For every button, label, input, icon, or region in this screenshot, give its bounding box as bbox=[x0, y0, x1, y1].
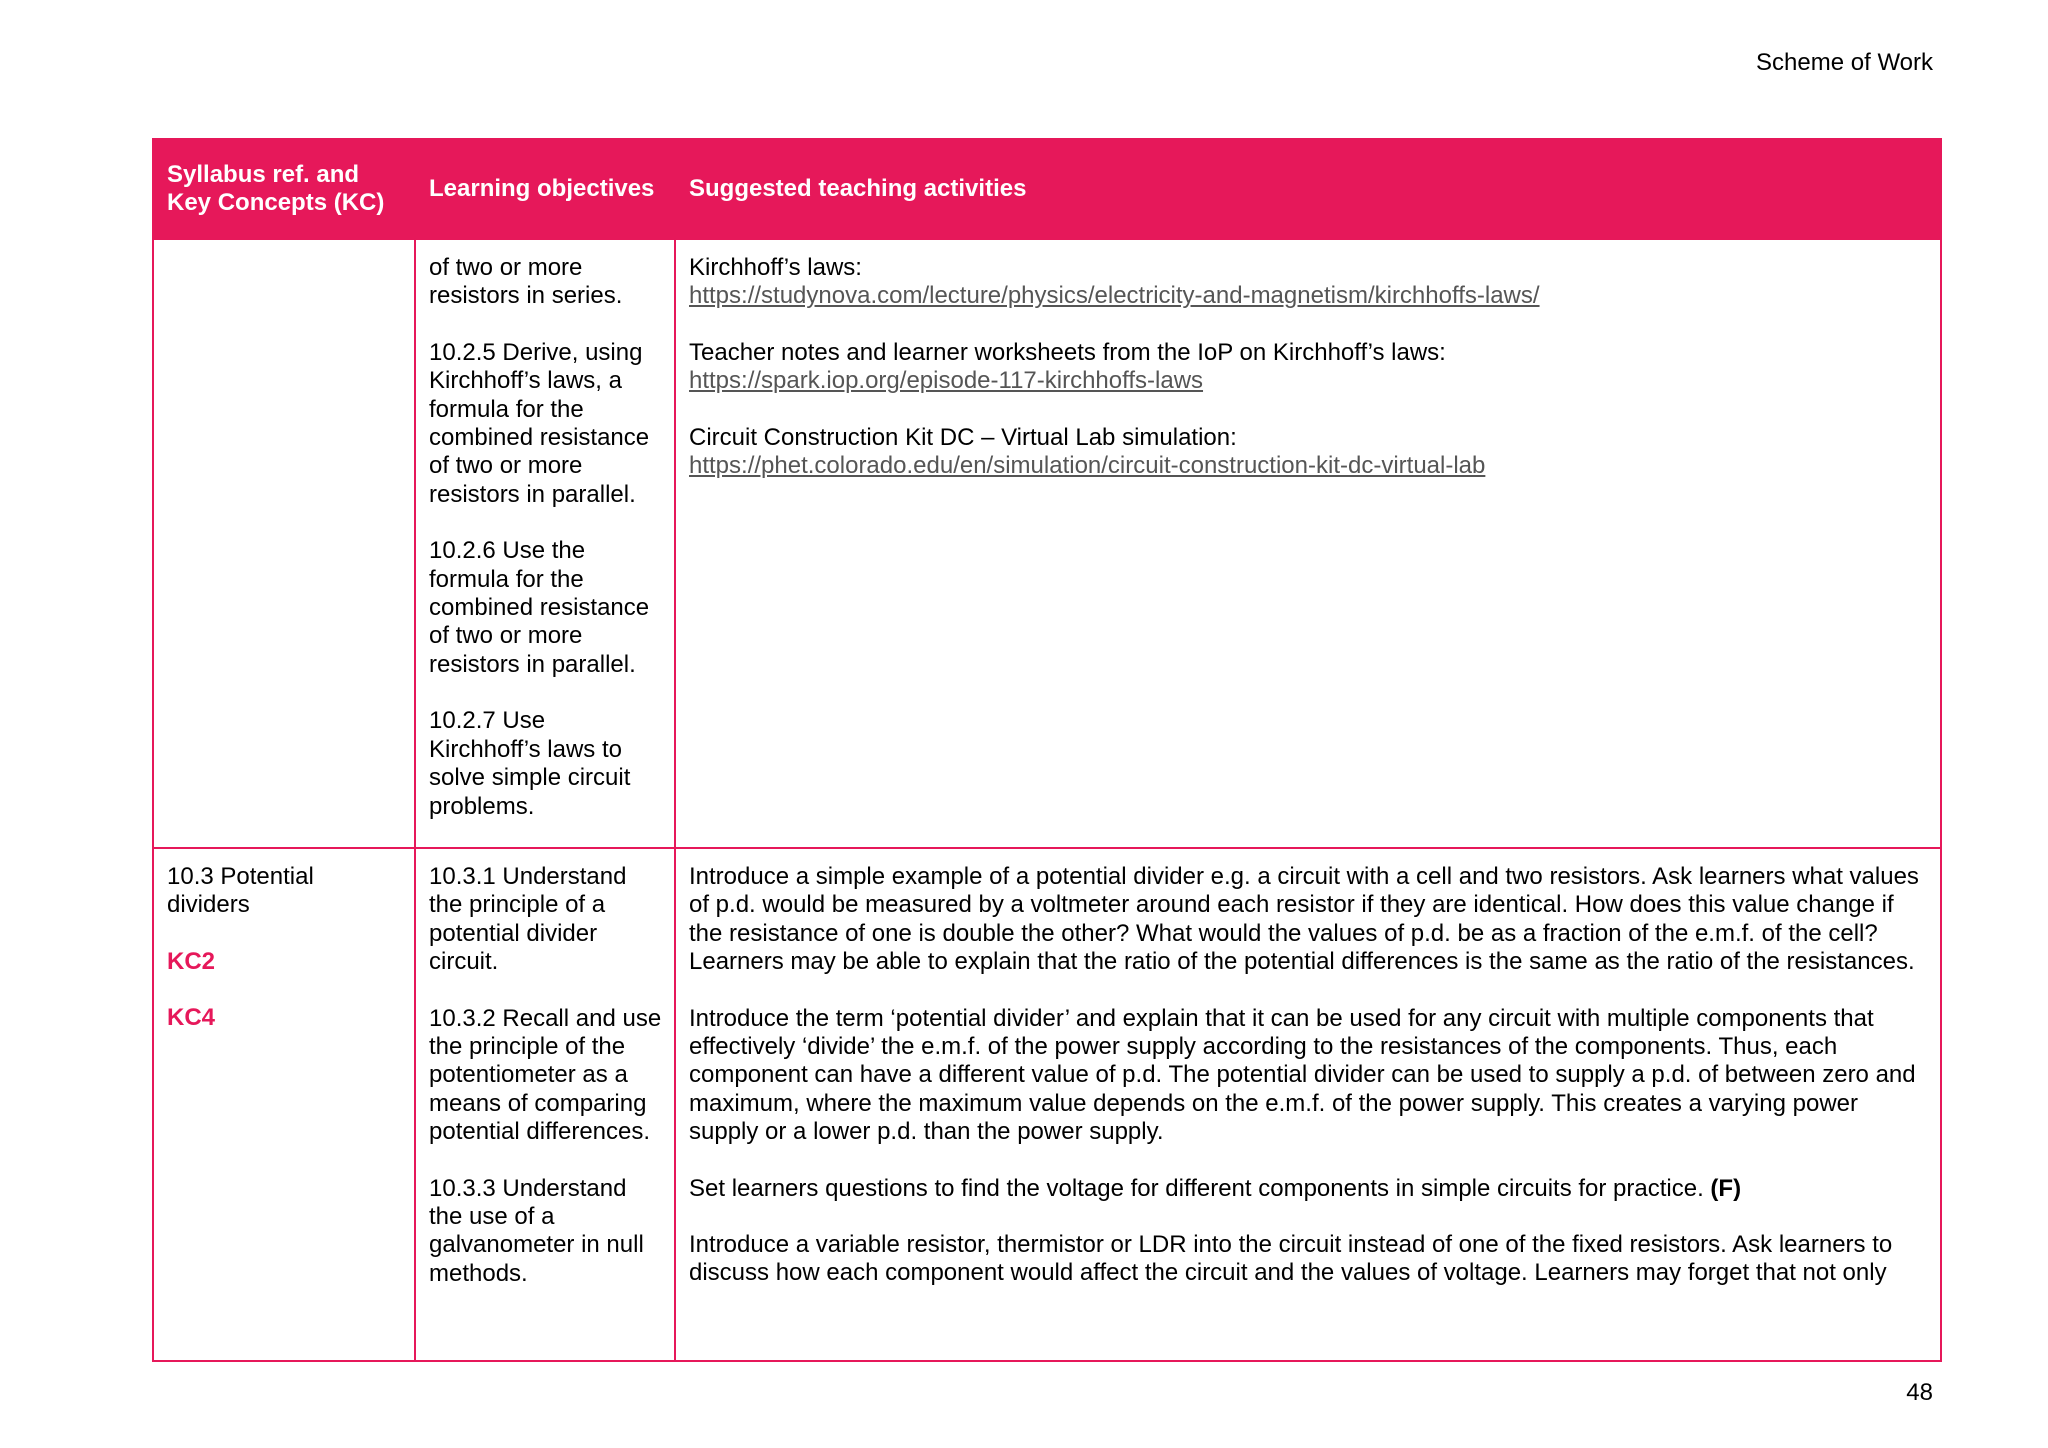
phet-simulation-link[interactable]: https://phet.colorado.edu/en/simulation/circuit-construction-kit-dc-virtual-lab bbox=[689, 452, 1486, 480]
page-number: 48 bbox=[1906, 1379, 1933, 1406]
table-header-row bbox=[153, 139, 1941, 239]
objective-item: 10.2.7 Use Kirchhoff’s laws to solve simple circuit problems. bbox=[429, 707, 631, 820]
header-learning-objectives: Learning objectives bbox=[415, 139, 675, 239]
activity-paragraph: Introduce a simple example of a potential divider e.g. a circuit with a cell and two resistors. Ask learners what values of p.d. would be measured by a voltmeter around each resistor if they are identical. How does this value change if the resistance of one is double the other? What would the values of p.d. be as a fraction of the e.m.f. of the cell? Learners may be able to explain that the ratio of the potential differences is the same as the ratio of the resistances. bbox=[689, 863, 1919, 976]
objectives-cell bbox=[415, 848, 675, 1361]
activity-paragraph bbox=[689, 1175, 1928, 1203]
objective-item: of two or more resistors in series. bbox=[429, 254, 623, 310]
header-syllabus-ref: Syllabus ref. and Key Concepts (KC) bbox=[153, 139, 415, 239]
syllabus-cell bbox=[153, 848, 415, 1361]
activity-text: Kirchhoff’s laws: bbox=[689, 254, 862, 281]
activity-text: Circuit Construction Kit DC – Virtual Lab simulation: bbox=[689, 423, 1237, 451]
iop-episode-link[interactable]: https://spark.iop.org/episode-117-kirchhoffs-laws bbox=[689, 367, 1204, 395]
activity-item bbox=[689, 424, 1928, 481]
scheme-of-work-table bbox=[152, 138, 1942, 1362]
activities-cell bbox=[675, 848, 1941, 1361]
syllabus-cell bbox=[153, 239, 415, 848]
activities-cell bbox=[675, 239, 1941, 848]
key-concept-badge: KC4 bbox=[167, 1004, 216, 1032]
objective-item: 10.3.3 Understand the use of a galvanometer in null methods. bbox=[429, 1174, 644, 1287]
activity-text: Set learners questions to find the voltage for different components in simple circuits for practice. bbox=[689, 1174, 1704, 1202]
kirchhoffs-laws-link[interactable]: https://studynova.com/lecture/physics/electricity-and-magnetism/kirchhoffs-laws/ bbox=[689, 282, 1540, 310]
activity-item bbox=[689, 254, 1928, 311]
objective-item: 10.3.1 Understand the principle of a potential divider circuit. bbox=[429, 863, 627, 976]
objective-item: 10.2.5 Derive, using Kirchhoff’s laws, a formula for the combined resistance of two or more resistors in parallel. bbox=[429, 338, 650, 508]
syllabus-ref: 10.3 Potential dividers bbox=[167, 863, 314, 919]
activity-paragraph: Introduce the term ‘potential divider’ and explain that it can be used for any circuit with multiple components that effectively ‘divide’ the e.m.f. of the power supply according to the resistances of the components. Thus, each component can have a different value of p.d. The potential divider can be used to supply a p.d. of between zero and maximum, where the maximum value depends on the e.m.f. of the power supply. This creates a varying power supply or a lower p.d. than the power supply. bbox=[689, 1004, 1916, 1146]
objectives-cell bbox=[415, 239, 675, 848]
objective-item: 10.3.2 Recall and use the principle of the potentiometer as a means of comparing potential differences. bbox=[429, 1004, 662, 1146]
objective-item: 10.2.6 Use the formula for the combined resistance of two or more resistors in parallel. bbox=[429, 537, 650, 678]
activity-text: Teacher notes and learner worksheets from the IoP on Kirchhoff’s laws: bbox=[689, 338, 1446, 366]
formative-tag: (F) bbox=[1710, 1174, 1742, 1202]
activity-paragraph: Introduce a variable resistor, thermistor or LDR into the circuit instead of one of the fixed resistors. Ask learners to discuss how each component would affect the circuit and the values of voltage. Learners may forget that not only bbox=[689, 1231, 1893, 1287]
key-concept-badge: KC2 bbox=[167, 947, 216, 975]
table-row bbox=[153, 239, 1941, 848]
activity-item bbox=[689, 339, 1928, 396]
header-teaching-activities: Suggested teaching activities bbox=[675, 139, 1941, 239]
table-row bbox=[153, 848, 1941, 1361]
page-header-title: Scheme of Work bbox=[1756, 49, 1933, 76]
